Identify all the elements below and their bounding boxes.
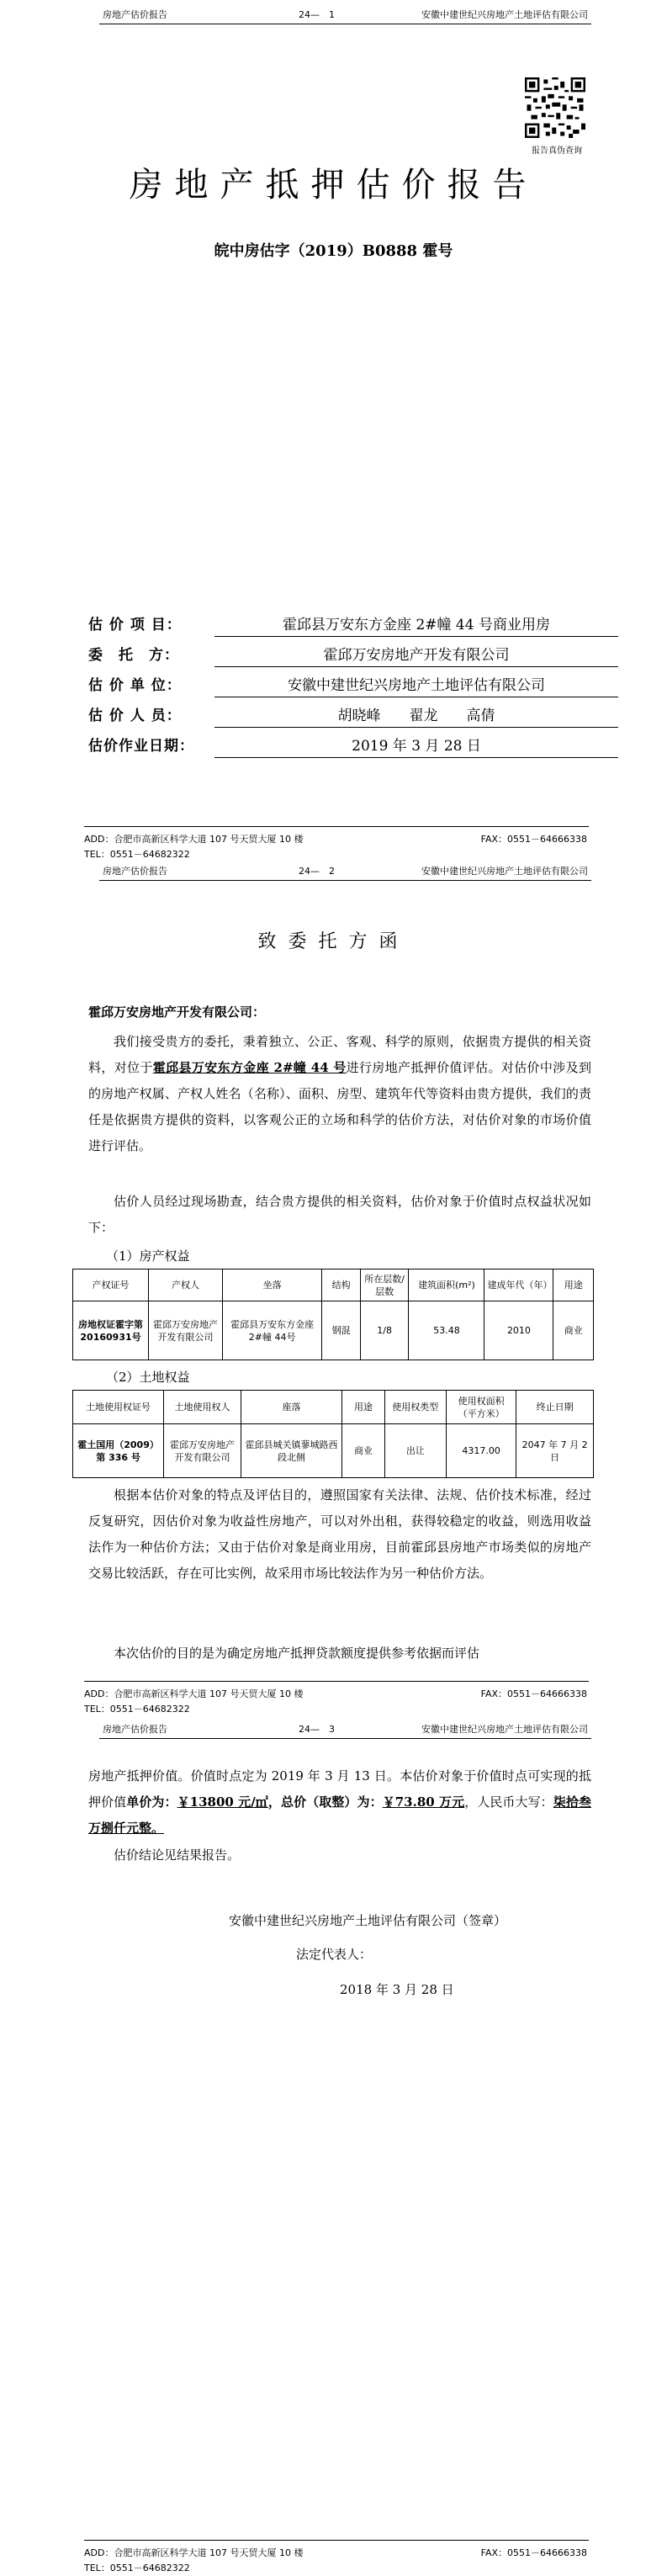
header-company: 安徽中建世纪兴房地产土地评估有限公司 [421, 1724, 588, 1735]
price-in-words: 柒拾叁万捌仟元整。 [88, 1794, 591, 1836]
table-header-cell: 土地使用权人 [164, 1391, 241, 1424]
footer-tel: TEL：0551－64682322 [84, 2563, 190, 2573]
letter-page [0, 858, 667, 1715]
footer-address: ADD：合肥市高新区科学大道 107 号天贸大厦 10 楼 [84, 834, 304, 845]
table-header-cell: 结构 [322, 1269, 361, 1301]
footer-address: ADD：合肥市高新区科学大道 107 号天贸大厦 10 楼 [84, 1688, 304, 1699]
letter-paragraph-4: 本次估价的目的是为确定房地产抵押贷款额度提供参考依据而评估 [114, 1646, 480, 1661]
table-header-cell: 用途 [553, 1269, 594, 1301]
signature-company: 安徽中建世纪兴房地产土地评估有限公司（签章） [229, 1913, 507, 1928]
text: 我们接受贵方的委托，秉着独立、公正、客观、科学的原则，依据贵方提供的相关资料，对位于 [88, 1034, 591, 1075]
land-rights-table [72, 1390, 594, 1478]
table-cell: 房地权证霍字第20160931号 [73, 1301, 149, 1360]
text: ，总价（取整）为： [267, 1794, 383, 1810]
cover-page [0, 0, 667, 858]
table-header-cell: 坐落 [223, 1269, 322, 1301]
letter-paragraph-6: 估价结论见结果报告。 [114, 1847, 241, 1863]
info-value: 胡晓峰 翟龙 高倩 [214, 703, 618, 728]
letter-paragraph-1 [88, 1029, 591, 1159]
text: ，人民币大写： [464, 1794, 553, 1810]
info-value: 2019 年 3 月 28 日 [214, 734, 618, 758]
info-label: 估 价 项 目： [88, 617, 182, 633]
table-cell: 霍邱县万安东方金座 2#幢 44号 [223, 1301, 322, 1360]
page-header [99, 1720, 591, 1739]
page-header [99, 861, 591, 881]
footer-fax: FAX：0551－64666338 [480, 1688, 587, 1699]
page-footer [84, 826, 589, 862]
page-header [99, 5, 591, 24]
table-cell: 商业 [553, 1301, 594, 1360]
header-left: 房地产估价报告 [103, 1724, 167, 1735]
section-house-title: （1）房产权益 [106, 1248, 190, 1264]
table-cell: 出让 [384, 1424, 446, 1478]
table-cell: 霍土国用（2009）第 336 号 [73, 1424, 164, 1478]
page-footer [84, 1681, 589, 1717]
table-header-cell: 座落 [241, 1391, 342, 1424]
section-land-title: （2）土地权益 [106, 1370, 190, 1385]
table-cell: 1/8 [360, 1301, 409, 1360]
table-header-cell: 建筑面积(m²) [409, 1269, 484, 1301]
table-row [73, 1424, 594, 1478]
footer-tel: TEL：0551－64682322 [84, 1704, 190, 1715]
property-address: 霍邱县万安东方金座 2#幢 44 号 [152, 1060, 347, 1075]
letter-page-continued [0, 1716, 667, 2576]
header-page-number: 24— 3 [299, 1724, 335, 1735]
letter-addressee: 霍邱万安房地产开发有限公司： [88, 1004, 266, 1020]
info-label: 估价作业日期： [88, 738, 194, 755]
table-header-cell: 用途 [342, 1391, 384, 1424]
footer-address: ADD：合肥市高新区科学大道 107 号天贸大厦 10 楼 [84, 2547, 304, 2558]
report-title: 房地产抵押估价报告 [129, 166, 538, 204]
table-row [73, 1301, 594, 1360]
footer-fax: FAX：0551－64666338 [480, 834, 587, 845]
table-cell: 钢混 [322, 1301, 361, 1360]
table-header-cell: 产权证号 [73, 1269, 149, 1301]
table-header-cell: 所在层数/层数 [360, 1269, 409, 1301]
table-cell: 商业 [342, 1424, 384, 1478]
header-left: 房地产估价报告 [103, 9, 167, 20]
footer-fax: FAX：0551－64666338 [480, 2547, 587, 2558]
info-label: 委 托 方： [88, 647, 179, 664]
letter-paragraph-5 [88, 1763, 591, 1842]
info-value: 安徽中建世纪兴房地产土地评估有限公司 [214, 673, 618, 697]
header-page-number: 24— 2 [299, 866, 335, 877]
letter-paragraph-3: 根据本估价对象的特点及评估目的，遵照国家有关法律、法规、估价技术标准，经过反复研究，因估价对象为收益性房地产，可以对外出租，获得较稳定的收益，则选用收益法作为一种估价方法；又由于估价对象是商业用房，目前霍邱县房地产市场类似的房地产交易比较活跃，存在可比实例，故采用市场比较法作为另一种估价方法。 [88, 1487, 591, 1581]
total-price: ￥73.80 万元 [382, 1794, 465, 1810]
header-left: 房地产估价报告 [103, 866, 167, 877]
table-header-cell: 土地使用权证号 [73, 1391, 164, 1424]
info-value: 霍邱县万安东方金座 2#幢 44 号商业用房 [214, 612, 618, 637]
table-header-cell: 使用权面积（平方米） [446, 1391, 516, 1424]
footer-tel: TEL：0551－64682322 [84, 849, 190, 860]
table-cell: 霍邱县城关镇蓼城路西段北侧 [241, 1424, 342, 1478]
report-number: 皖中房估字（2019）B0888 霍号 [214, 242, 453, 260]
letter-title: 致委托方函 [257, 931, 410, 952]
table-header-cell: 建成年代（年） [484, 1269, 553, 1301]
header-company: 安徽中建世纪兴房地产土地评估有限公司 [421, 9, 588, 20]
signature-date: 2018 年 3 月 28 日 [340, 1982, 454, 1997]
table-header-cell: 使用权类型 [384, 1391, 446, 1424]
table-header-cell: 终止日期 [516, 1391, 594, 1424]
table-cell: 2010 [484, 1301, 553, 1360]
text: 单价为： [126, 1794, 177, 1810]
text: 进行房地产抵押价值评估。对估价中涉及到的房地产权属、产权人姓名（名称）、面积、房型、建筑年代等资料由贵方提供，我们的责任是依据贵方提供的资料，以客观公正的立场和科学的估价方法，对估价对象的市场价值进行评估。 [88, 1060, 591, 1153]
table-cell: 霍邱万安房地产开发有限公司 [149, 1301, 223, 1360]
text: 房地产抵押价值。价值时点定为 2019 年 3 月 13 日。本估价对象于价值时点可实现的抵押价值 [88, 1768, 591, 1810]
info-value: 霍邱万安房地产开发有限公司 [214, 643, 618, 667]
table-cell: 霍邱万安房地产开发有限公司 [164, 1424, 241, 1478]
header-company: 安徽中建世纪兴房地产土地评估有限公司 [421, 866, 588, 877]
house-rights-table [72, 1269, 594, 1360]
table-header-row [73, 1269, 594, 1301]
qr-code-icon[interactable] [525, 77, 585, 138]
table-header-cell: 产权人 [149, 1269, 223, 1301]
table-cell: 53.48 [409, 1301, 484, 1360]
table-header-row [73, 1391, 594, 1424]
header-page-number: 24— 1 [299, 9, 335, 20]
info-label: 估 价 人 员： [88, 708, 182, 724]
qr-caption: 报告真伪查询 [532, 146, 582, 156]
info-label: 估 价 单 位： [88, 677, 182, 694]
unit-price: ￥13800 元/㎡ [177, 1794, 268, 1810]
signature-representative: 法定代表人： [296, 1947, 373, 1962]
page-footer [84, 2540, 589, 2576]
table-cell: 2047 年 7 月 2 日 [516, 1424, 594, 1478]
table-cell: 4317.00 [446, 1424, 516, 1478]
letter-paragraph-2: 估价人员经过现场勘查，结合贵方提供的相关资料，估价对象于价值时点权益状况如下： [88, 1194, 591, 1235]
